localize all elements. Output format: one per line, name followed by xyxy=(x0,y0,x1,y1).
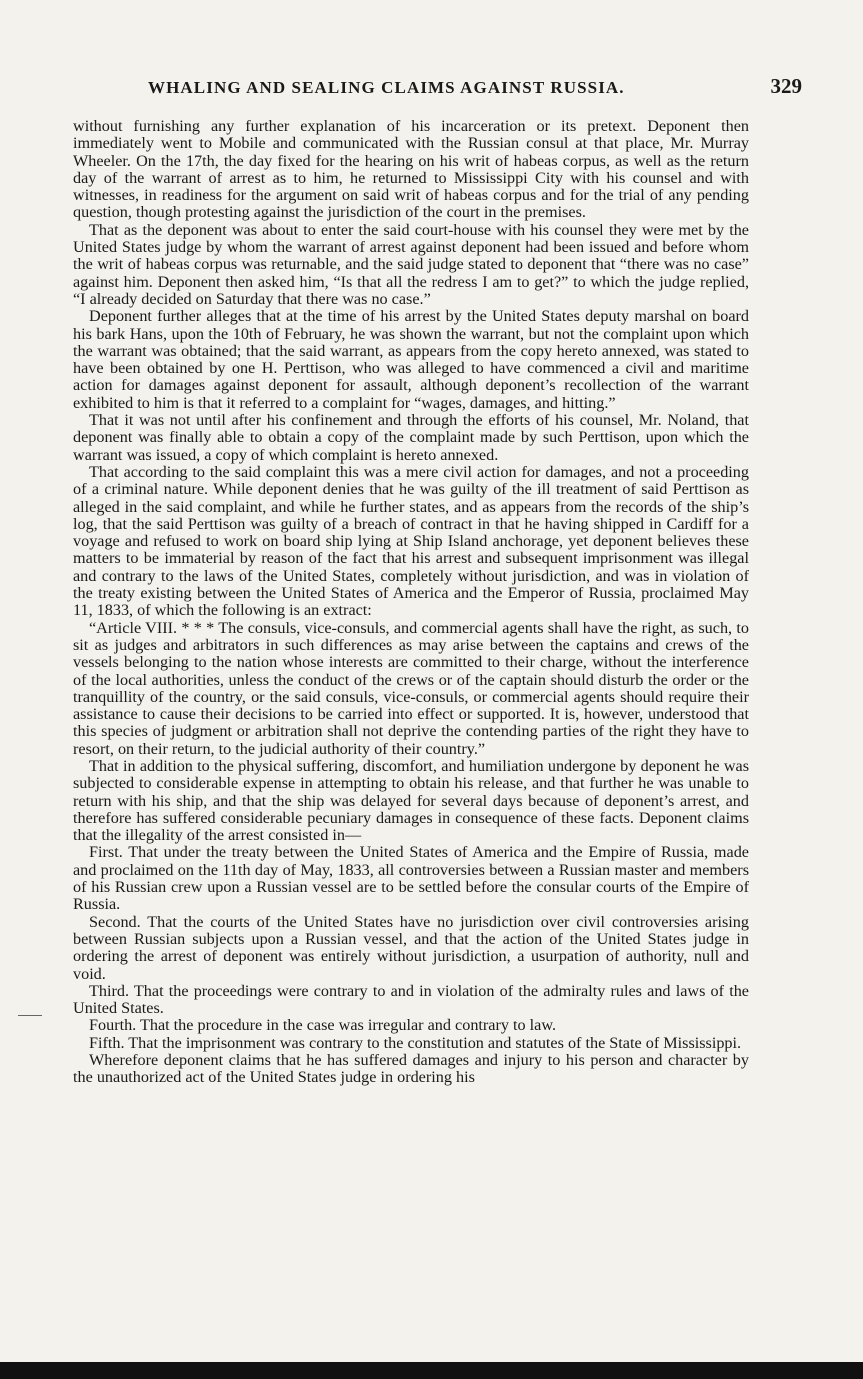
page-header xyxy=(148,74,802,104)
body-text xyxy=(73,118,749,1087)
paragraph-continued: without furnishing any further explanation of his incarceration or its pretext. Deponent then immediately went to Mobile and communicated with the Russian consul at that place, Mr. Murray Wheeler. On the 17th, the day fixed for the hearing on his writ of habeas corpus, as well as the return day of the warrant of arrest as to him, he returned to Mississippi City with his counsel and with witnesses, in readiness for the argument on said writ of habeas corpus and for the trial of any pending question, though protesting against the jurisdiction of the court in the premises. xyxy=(73,117,749,222)
paragraph-first: First. That under the treaty between the United States of America and the Empire of Russia, made and proclaimed on the 11th day of May, 1833, all controversies between a Russian master and members of his Russian crew upon a Russian vessel are to be settled before the consular courts of the Empire of Russia. xyxy=(73,843,749,914)
paragraph-civil-action: That according to the said complaint this was a mere civil action for damages, and not a proceeding of a criminal nature. While deponent denies that he was guilty of the ill treatment of said Perttison as alleged in the said complaint, and while he further states, and as appears from the records of the ship’s log, that the said Perttison was guilty of a breach of contract in that he having shipped in Cardiff for a voyage and refused to work on board ship lying at Ship Island anchorage, yet deponent believes these matters to be immaterial by reason of the fact that his arrest and subsequent imprisonment was illegal and contrary to the laws of the United States, completely without jurisdiction, and was in violation of the treaty existing between the United States of America and the Emperor of Russia, proclaimed May 11, 1833, of which the following is an extract: xyxy=(73,462,749,620)
paragraph-damages: That in addition to the physical suffering, discomfort, and humiliation undergone by deponent he was subjected to considerable expense in attempting to obtain his release, and that further he was unable to return with his ship, and that the ship was delayed for several days because of deponent’s arrest, and therefore has suffered considerable pecuniary damages in consequence of these facts. Deponent claims that the illegality of the arrest consisted in— xyxy=(73,756,749,845)
paragraph-complaint-copy: That it was not until after his confinement and through the efforts of his counsel, Mr. Noland, that deponent was finally able to obtain a copy of the complaint made by such Perttison, upon which the warrant was issued, a copy of which complaint is hereto annexed. xyxy=(73,411,749,464)
paragraph-warrant: Deponent further alleges that at the time of his arrest by the United States deputy marshal on board his bark Hans, upon the 10th of February, he was shown the warrant, but not the complaint upon which the warrant was obtained; that the said warrant, as appears from the copy hereto annexed, was stated to have been obtained by one H. Perttison, who was alleged to have commenced a civil and maritime action for damages against deponent for assault, although deponent’s recollection of the warrant exhibited to him is that it referred to a complaint for “wages, damages, and hitting.” xyxy=(73,307,749,412)
paragraph-treaty-article: “Article VIII. * * * The consuls, vice-consuls, and commercial agents shall have the right, as such, to sit as judges and arbitrators in such differences as may arise between the captains and crews of the vessels belonging to the nation whose interests are committed to their charge, without the interference of the local authorities, unless the conduct of the crews or of the captain should disturb the order or the tranquillity of the country, or the said consuls, vice-consuls, or commercial agents should require their assistance to cause their decisions to be carried into effect or supported. It is, however, understood that this species of judgment or arbitration shall not deprive the contending parties of the right they have to resort, on their return, to the judicial authority of their country.” xyxy=(73,618,749,758)
paragraph-second: Second. That the courts of the United States have no jurisdiction over civil controversies arising between Russian subjects upon a Russian vessel, and that the action of the United States judge in ordering the arrest of deponent was entirely without jurisdiction, a usurpation of authority, null and void. xyxy=(73,912,749,983)
paragraph-fifth: Fifth. That the imprisonment was contrary to the constitution and statutes of the State of Mississippi. xyxy=(89,1033,742,1052)
paragraph-wherefore: Wherefore deponent claims that he has suffered damages and injury to his person and character by the unauthorized act of the United States judge in ordering his xyxy=(73,1051,749,1087)
paragraph-fourth: Fourth. That the procedure in the case was irregular and contrary to law. xyxy=(89,1016,557,1035)
running-head: WHALING AND SEALING CLAIMS AGAINST RUSSIA. xyxy=(148,78,625,97)
page-number: 329 xyxy=(770,74,802,98)
scan-edge-band xyxy=(0,1362,863,1379)
paragraph-third: Third. That the proceedings were contrary to and in violation of the admiralty rules and laws of the United States. xyxy=(73,981,749,1018)
paragraph-judge-statement: That as the deponent was about to enter the said court-house with his counsel they were met by the United States judge by whom the warrant of arrest against deponent had been issued and before whom the writ of habeas corpus was returnable, and the said judge stated to deponent that “there was no case” against him. Deponent then asked him, “Is that all the redress I am to get?” to which the judge replied, “I already decided on Saturday that there was no case.” xyxy=(73,220,749,308)
margin-mark xyxy=(18,1015,42,1016)
